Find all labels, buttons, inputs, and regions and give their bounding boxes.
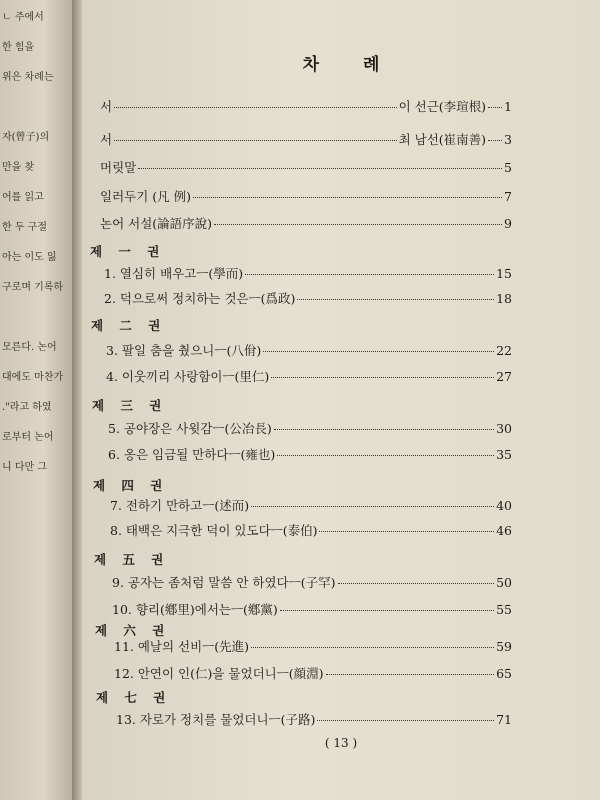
toc-entry[interactable] (100, 130, 512, 148)
toc-entry[interactable] (100, 97, 512, 115)
dot-leader (114, 140, 397, 141)
facing-page-line: 니 다만 그 (2, 462, 47, 473)
toc-entry[interactable] (100, 158, 512, 176)
facing-page-line: 구로며 기록하 (2, 282, 64, 293)
facing-page-line: 한 두 구절 (2, 222, 47, 233)
dot-leader (297, 299, 494, 300)
entry-page-number: 7 (504, 189, 512, 204)
entry-page-number: 35 (496, 447, 512, 462)
dot-leader (193, 197, 502, 198)
toc-entry[interactable] (110, 496, 512, 514)
entry-label: 2. 덕으로써 정치하는 것은ㅡ(爲政) (104, 291, 296, 306)
dot-leader (488, 107, 502, 108)
toc-entry[interactable] (114, 664, 512, 682)
volume-heading: 제 七 권 (96, 690, 172, 705)
entry-page-number: 3 (504, 132, 512, 147)
toc-entry[interactable] (114, 637, 512, 655)
facing-page-line: 대에도 마찬가 (2, 372, 64, 383)
entry-label: 머릿말 (100, 160, 137, 175)
toc-entry[interactable] (106, 367, 512, 385)
facing-page-line: 자(曾子)의 (2, 132, 50, 143)
dot-leader (319, 531, 494, 532)
entry-page-number: 1 (504, 99, 512, 114)
dot-leader (251, 506, 494, 507)
entry-page-number: 65 (496, 666, 512, 681)
entry-label: 6. 옹은 임금될 만하다ㅡ(雍也) (108, 447, 276, 462)
toc-page (82, 0, 600, 800)
facing-page-line: 어를 읽고 (2, 192, 44, 203)
dot-leader (488, 140, 502, 141)
facing-page-line: 로부터 논어 (2, 432, 54, 443)
volume-heading: 제 六 권 (95, 623, 171, 638)
dot-leader (338, 583, 495, 584)
toc-entry[interactable] (104, 264, 512, 282)
volume-heading: 제 四 권 (93, 478, 169, 493)
page-number: ( 13 ) (324, 736, 358, 750)
dot-leader (263, 351, 494, 352)
entry-page-number: 50 (496, 575, 512, 590)
dot-leader (274, 429, 494, 430)
facing-page-line: ㄴ 주에서 (2, 12, 44, 23)
entry-label: 10. 향리(鄕里)에서는ㅡ(鄕黨) (112, 602, 278, 617)
entry-page-number: 30 (496, 421, 512, 436)
title-char: 차 (302, 55, 319, 75)
dot-leader (280, 610, 494, 611)
entry-page-number: 18 (496, 291, 512, 306)
toc-entry[interactable] (100, 214, 512, 232)
entry-page-number: 27 (496, 369, 512, 384)
dot-leader (251, 647, 494, 648)
facing-page-line: 만을 찾 (2, 162, 35, 173)
entry-author: 이 선근(李瑄根) (398, 99, 487, 114)
title-char: 례 (363, 55, 380, 75)
entry-label: 일러두기 (凡 例) (100, 189, 192, 204)
entry-page-number: 5 (504, 160, 512, 175)
entry-page-number: 55 (496, 602, 512, 617)
dot-leader (317, 720, 494, 721)
entry-label: 5. 공야장은 사윗감ㅡ(公冶長) (108, 421, 272, 436)
entry-label: 8. 태백은 지극한 덕이 있도다ㅡ(泰伯) (110, 523, 318, 538)
dot-leader (138, 168, 502, 169)
entry-label: 13. 자로가 정치를 물었더니ㅡ(子路) (116, 712, 316, 727)
facing-page-line: ."라고 하였 (2, 402, 52, 413)
dot-leader (271, 377, 494, 378)
facing-page (0, 0, 72, 800)
book-gutter (72, 0, 82, 800)
volume-heading: 제 三 권 (92, 398, 168, 413)
entry-label: 1. 열심히 배우고ㅡ(學而) (104, 266, 244, 281)
toc-entry[interactable] (112, 600, 512, 618)
page-title (82, 50, 600, 75)
dot-leader (277, 455, 494, 456)
entry-label: 논어 서설(論語序說) (100, 216, 213, 231)
entry-page-number: 40 (496, 498, 512, 513)
entry-page-number: 71 (496, 712, 512, 727)
toc-entry[interactable] (110, 521, 512, 539)
toc-entry[interactable] (104, 289, 512, 307)
entry-label: 서 (100, 99, 113, 114)
entry-label: 9. 공자는 좀처럼 말씀 안 하였다ㅡ(子罕) (112, 575, 336, 590)
entry-author: 최 남선(崔南善) (398, 132, 487, 147)
toc-entry[interactable] (112, 573, 512, 591)
volume-heading: 제 五 권 (94, 552, 170, 567)
entry-label: 서 (100, 132, 113, 147)
entry-page-number: 9 (504, 216, 512, 231)
entry-page-number: 15 (496, 266, 512, 281)
facing-page-line: 아는 이도 잃 (2, 252, 57, 263)
dot-leader (114, 107, 397, 108)
toc-entry[interactable] (100, 187, 512, 205)
entry-label: 12. 안연이 인(仁)을 물었더니ㅡ(顔淵) (114, 666, 324, 681)
entry-label: 4. 이웃끼리 사랑함이ㅡ(里仁) (106, 369, 270, 384)
toc-entry[interactable] (106, 341, 512, 359)
entry-label: 7. 전하기 만하고ㅡ(述而) (110, 498, 250, 513)
facing-page-line: 한 힘을 (2, 42, 35, 53)
entry-label: 3. 팔일 춤을 췄으니ㅡ(八佾) (106, 343, 262, 358)
volume-heading: 제 一 권 (90, 244, 166, 259)
dot-leader (245, 274, 494, 275)
entry-page-number: 59 (496, 639, 512, 654)
entry-page-number: 46 (496, 523, 512, 538)
entry-label: 11. 예날의 선비ㅡ(先進) (114, 639, 250, 654)
toc-entry[interactable] (108, 445, 512, 463)
toc-entry[interactable] (108, 419, 512, 437)
dot-leader (214, 224, 502, 225)
facing-page-line: 위은 차례는 (2, 72, 54, 83)
toc-entry[interactable] (116, 710, 512, 728)
volume-heading: 제 二 권 (91, 318, 167, 333)
facing-page-line: 모른다. 논어 (2, 342, 57, 353)
entry-page-number: 22 (496, 343, 512, 358)
dot-leader (326, 674, 495, 675)
